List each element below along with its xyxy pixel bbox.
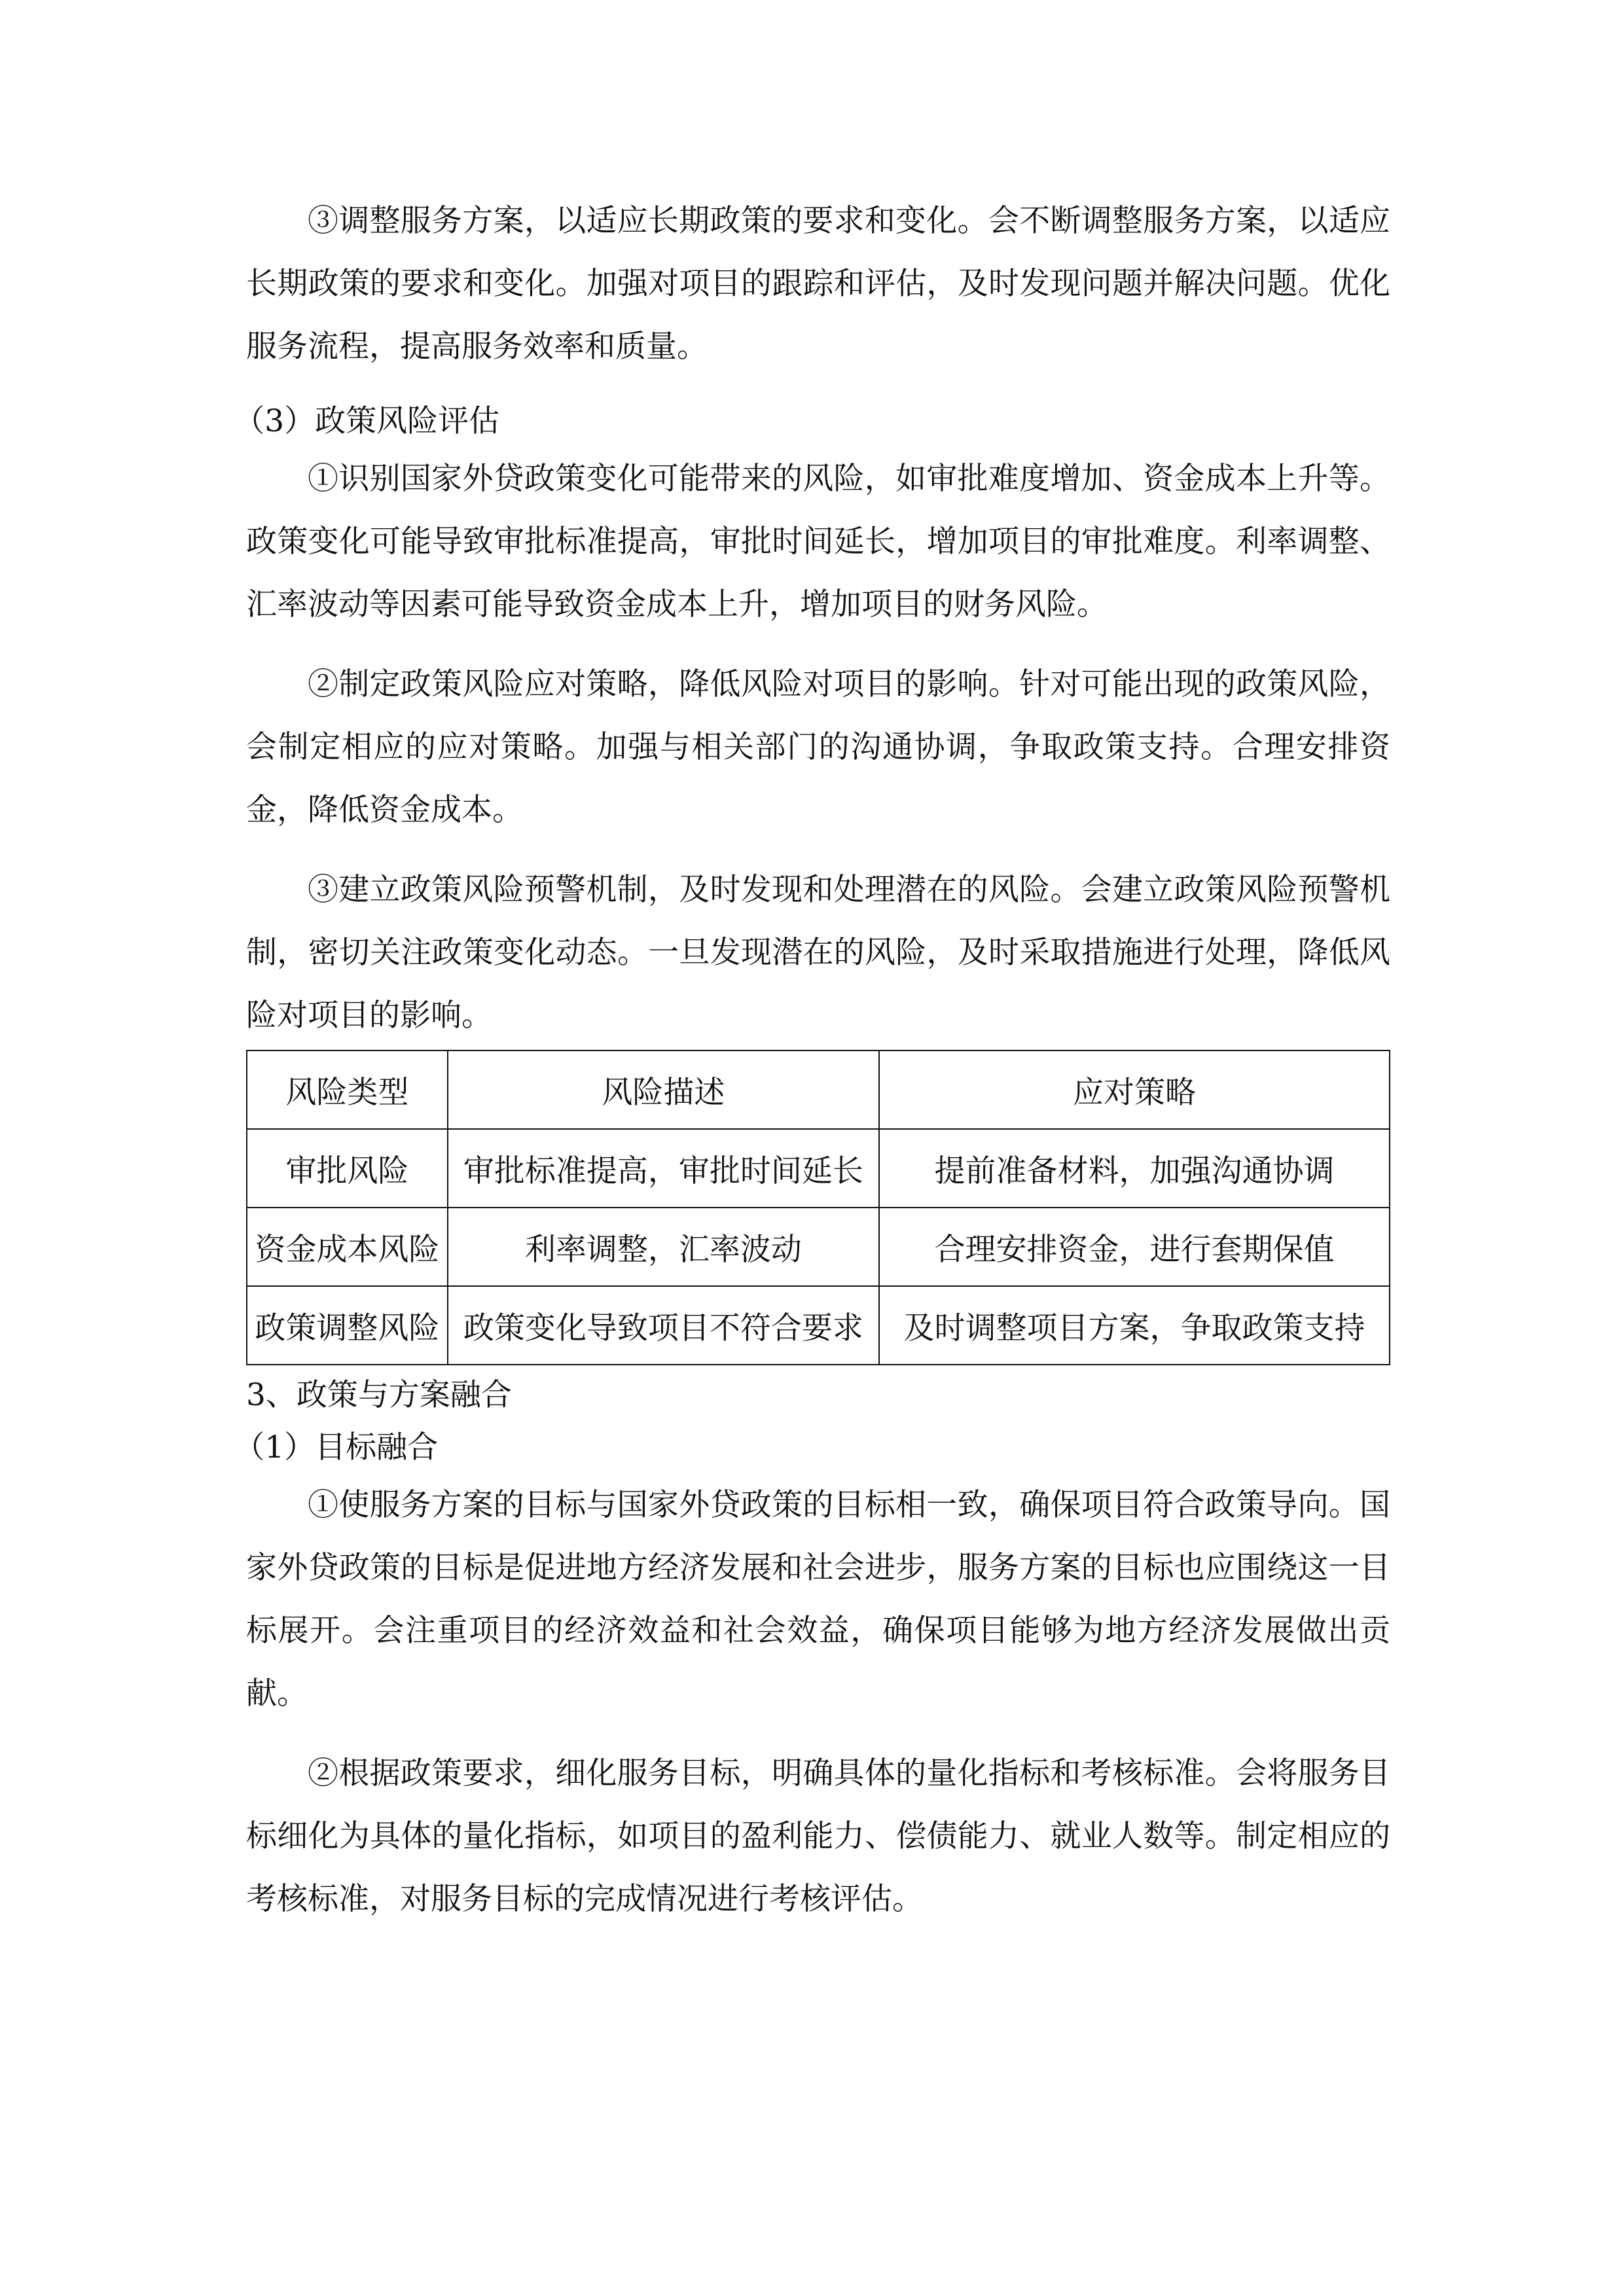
paragraph-refine-goals: ②根据政策要求，细化服务目标，明确具体的量化指标和考核标准。会将服务目标细化为具体的量化指标，如项目的盈利能力、偿债能力、就业人数等。制定相应的考核标准，对服务目标的完成情况进行考核评估。 (246, 1755, 1390, 1917)
table-row (247, 1129, 1390, 1208)
paragraph-adjust-service-plan: ③调整服务方案，以适应长期政策的要求和变化。会不断调整服务方案，以适应长期政策的要求和变化。加强对项目的跟踪和评估，及时发现问题并解决问题。优化服务流程，提高服务效率和质量。 (246, 203, 1390, 365)
document-page (234, 190, 1390, 1948)
table-cell: 提前准备材料，加强沟通协调 (879, 1129, 1390, 1208)
table-header-row (247, 1050, 1390, 1129)
part-heading-policy-plan-integration: 3、政策与方案融合 (246, 1377, 512, 1413)
table-cell: 政策变化导致项目不符合要求 (448, 1286, 879, 1365)
section-heading-policy-risk-assessment: （3）政策风险评估 (234, 403, 500, 439)
paragraph-risk-strategies: ②制定政策风险应对策略，降低风险对项目的影响。针对可能出现的政策风险，会制定相应的应对策略。加强与相关部门的沟通协调，争取政策支持。合理安排资金，降低资金成本。 (246, 666, 1390, 828)
paragraph-risk-warning-mechanism: ③建立政策风险预警机制，及时发现和处理潜在的风险。会建立政策风险预警机制，密切关注政策变化动态。一旦发现潜在的风险，及时采取措施进行处理，降低风险对项目的影响。 (246, 872, 1390, 1033)
paragraph-identify-risks: ①识别国家外贷政策变化可能带来的风险，如审批难度增加、资金成本上升等。政策变化可能导致审批标准提高，审批时间延长，增加项目的审批难度。利率调整、汇率波动等因素可能导致资金成本上升，增加项目的财务风险。 (246, 461, 1390, 622)
table-header-risk-description: 风险描述 (448, 1050, 879, 1129)
table-cell: 审批标准提高，审批时间延长 (448, 1129, 879, 1208)
table-cell: 政策调整风险 (247, 1286, 448, 1365)
table-row (247, 1208, 1390, 1286)
table-cell: 合理安排资金，进行套期保值 (879, 1208, 1390, 1286)
sub-heading-goal-integration: （1）目标融合 (234, 1429, 439, 1465)
table-header-response-strategy: 应对策略 (879, 1050, 1390, 1129)
table-cell: 审批风险 (247, 1129, 448, 1208)
table-cell: 及时调整项目方案，争取政策支持 (879, 1286, 1390, 1365)
risk-table (246, 1050, 1390, 1365)
table-cell: 利率调整，汇率波动 (448, 1208, 879, 1286)
table-row (247, 1286, 1390, 1365)
table-header-risk-type: 风险类型 (247, 1050, 448, 1129)
table-cell: 资金成本风险 (247, 1208, 448, 1286)
paragraph-align-goals: ①使服务方案的目标与国家外贷政策的目标相一致，确保项目符合政策导向。国家外贷政策的目标是促进地方经济发展和社会进步，服务方案的目标也应围绕这一目标展开。会注重项目的经济效益和社会效益，确保项目能够为地方经济发展做出贡献。 (246, 1487, 1390, 1712)
